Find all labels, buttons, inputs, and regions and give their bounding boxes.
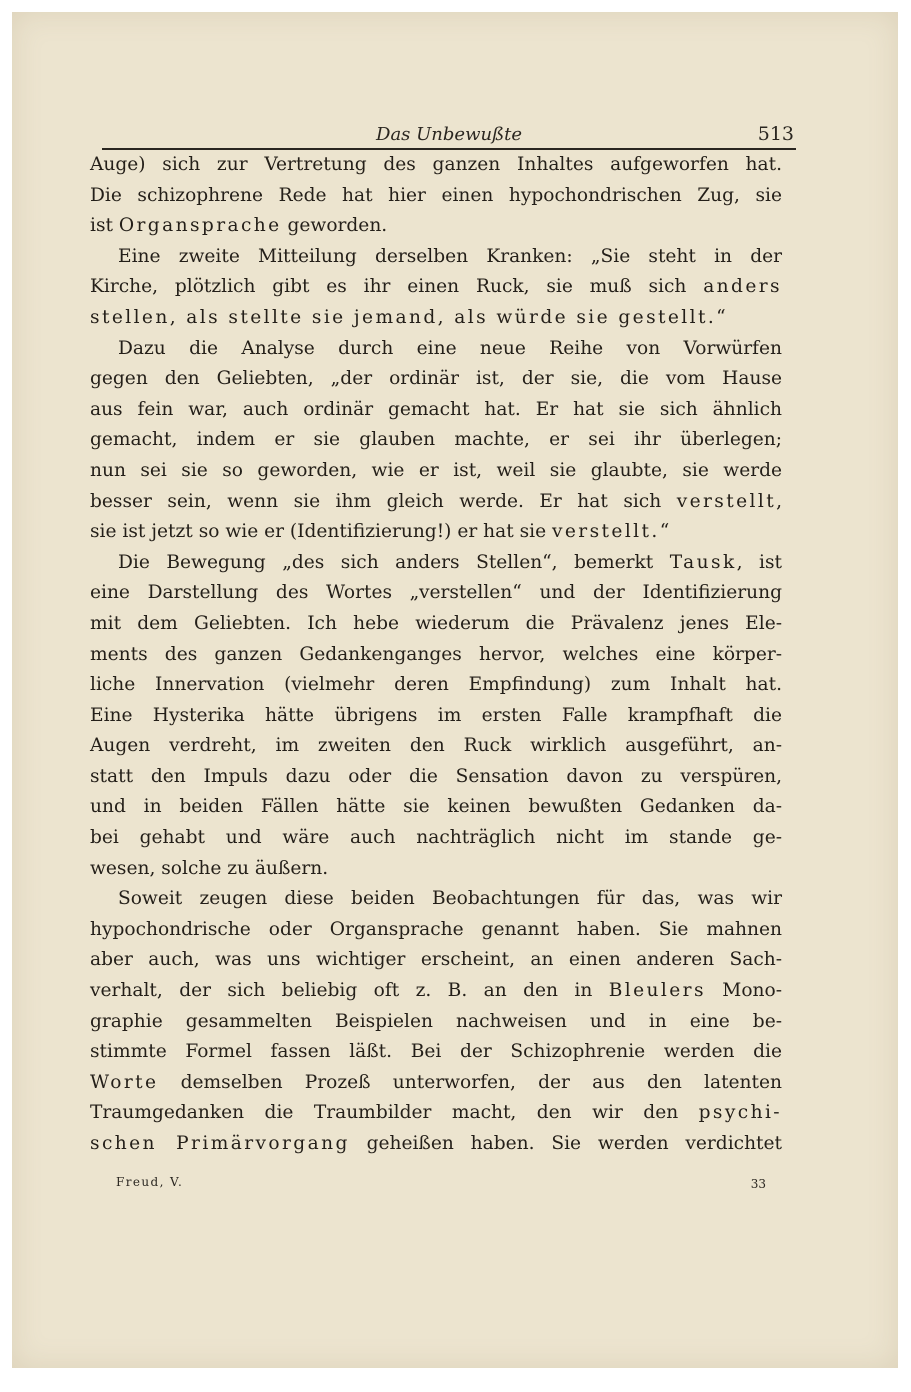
text-line: bei gehabt und wäre auch nachträglich nicht im stande ge- (90, 827, 782, 849)
text-line: Die Bewegung „des sich anders Stellen“, bemerkt Tausk, ist (118, 551, 782, 573)
text-line: gegen den Geliebten, „der ordinär ist, der sie, die vom Hause (90, 368, 782, 390)
text-line: stimmte Formel fassen läßt. Bei der Schizophrenie werden die (90, 1041, 782, 1063)
text-line: Dazu die Analyse durch eine neue Reihe von Vorwürfen (118, 337, 782, 359)
text-line: eine Darstellung des Wortes „verstellen“ und der Identifizierung (90, 582, 782, 604)
text-line: Soweit zeugen diese beiden Beobachtungen für das, was wir (118, 888, 782, 910)
spaced-emphasis: Bleulers (608, 980, 706, 1002)
text-line: wesen, solche zu äußern. (90, 857, 329, 879)
text-line: und in beiden Fällen hätte sie keinen bewußten Gedanken da- (90, 796, 782, 818)
text-line: schen Primärvorgang geheißen haben. Sie werden verdichtet (90, 1133, 782, 1154)
text-line: ist Organsprache geworden. (90, 215, 388, 237)
spaced-emphasis: Tausk (669, 551, 737, 573)
text-line: ments des ganzen Gedankenganges hervor, welches eine körper- (90, 643, 782, 665)
spaced-emphasis: Organsprache (118, 215, 282, 237)
page-footer (90, 1175, 782, 1195)
text-line: verhalt, der sich beliebig oft z. B. an den in Bleulers Mono- (90, 980, 782, 1002)
text-line: Die schizophrene Rede hat hier einen hypochondrischen Zug, sie (90, 184, 782, 206)
text-line: Augen verdreht, im zweiten den Ruck wirklich ausgeführt, an- (90, 735, 782, 757)
spaced-emphasis: psychi- (698, 1102, 782, 1124)
text-line: Eine zweite Mitteilung derselben Kranken: „Sie steht in der (118, 245, 782, 267)
sheet-number: 33 (750, 1177, 766, 1191)
body-text (90, 150, 782, 1160)
text-line (90, 303, 782, 334)
text-line: mit dem Geliebten. Ich hebe wiederum die Prävalenz jenes Ele- (90, 612, 782, 634)
text-line: Worte demselben Prozeß unterworfen, der aus den latenten (90, 1071, 782, 1093)
text-line: Kirche, plötzlich gibt es ihr einen Ruck, sie muß sich anders (90, 276, 782, 298)
running-header (102, 122, 796, 150)
spaced-emphasis: verstellt (676, 490, 777, 512)
text-line: Traumgedanken die Traumbilder macht, den wir den psychi- (90, 1102, 782, 1124)
spaced-emphasis: anders (703, 276, 782, 298)
text-line: besser sein, wenn sie ihm gleich werde. Er hat sich verstellt, (90, 490, 782, 512)
text-line: nun sei sie so geworden, wie er ist, weil sie glaubte, sie werde (90, 459, 782, 481)
signature-mark: Freud, V. (116, 1175, 184, 1189)
spaced-emphasis: stellen, als stellte sie jemand, als würde sie gestellt.“ (90, 306, 729, 328)
text-line: Auge) sich zur Vertretung des ganzen Inhaltes aufgeworfen hat. (90, 154, 782, 175)
spaced-emphasis: verstellt. (552, 521, 660, 543)
text-line: Eine Hysterika hätte übrigens im ersten Falle krampfhaft die (90, 704, 782, 726)
running-title: Das Unbewußte (376, 124, 522, 145)
text-line: gemacht, indem er sie glauben machte, er sei ihr überlegen; (90, 429, 782, 451)
text-line: aus fein war, auch ordinär gemacht hat. Er hat sie sich ähnlich (90, 398, 782, 420)
text-line: graphie gesammelten Beispielen nachweisen und in eine be- (90, 1010, 782, 1032)
text-line: liche Innervation (vielmehr deren Empfindung) zum Inhalt hat. (90, 674, 782, 696)
page-number: 513 (757, 123, 794, 145)
spaced-emphasis: Worte (90, 1071, 159, 1093)
text-line: hypochondrische oder Organsprache genannt haben. Sie mahnen (90, 918, 782, 940)
text-line: aber auch, was uns wichtiger erscheint, an einen anderen Sach- (90, 949, 782, 971)
text-line: statt den Impuls dazu oder die Sensation davon zu verspüren, (90, 765, 782, 787)
text-line: sie ist jetzt so wie er (Identifizierung!) er hat sie verstellt.“ (90, 521, 670, 543)
spaced-emphasis: schen Primärvorgang (90, 1133, 350, 1154)
